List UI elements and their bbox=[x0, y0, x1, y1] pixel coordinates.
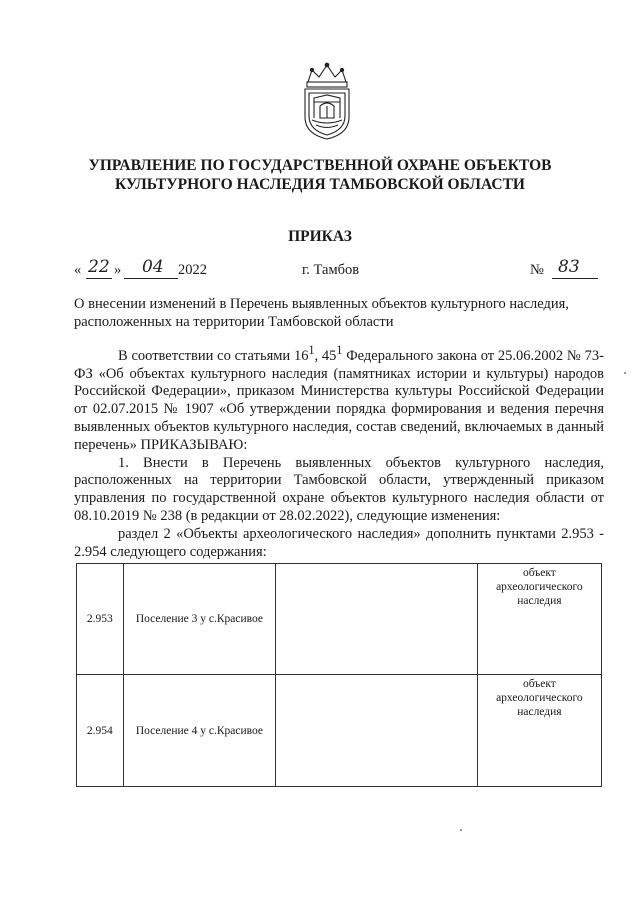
order-number: 83 bbox=[558, 257, 580, 277]
scan-speck bbox=[460, 829, 462, 831]
day-underline bbox=[86, 278, 112, 279]
object-address bbox=[276, 675, 478, 787]
superscript-2: 1 bbox=[336, 343, 343, 357]
scan-speck bbox=[624, 372, 626, 374]
agency-name-line2: КУЛЬТУРНОГО НАСЛЕДИЯ ТАМБОВСКОЙ ОБЛАСТИ bbox=[115, 176, 525, 193]
superscript-1: 1 bbox=[308, 343, 315, 357]
order-title: ПРИКАЗ bbox=[288, 228, 352, 245]
order-city: г. Тамбов bbox=[302, 262, 360, 278]
table-row bbox=[77, 564, 602, 675]
legal-basis-text-b: , 45 bbox=[314, 347, 337, 364]
object-address bbox=[276, 564, 478, 675]
object-category: объект археологического наследия bbox=[477, 675, 601, 787]
agency-name bbox=[60, 156, 580, 194]
subject-line2: расположенных на территории Тамбовской области bbox=[74, 313, 394, 330]
agency-name-line1: УПРАВЛЕНИЕ ПО ГОСУДАРСТВЕННОЙ ОХРАНЕ ОБЪЕКТОВ bbox=[88, 157, 552, 174]
object-name: Поселение 3 у с.Красивое bbox=[123, 564, 276, 675]
paragraph-section-2: раздел 2 «Объекты археологического наследия» дополнить пунктами 2.953 - 2.954 следующего содержания: bbox=[74, 525, 604, 560]
order-body bbox=[74, 342, 604, 561]
number-underline bbox=[552, 278, 598, 279]
open-quote: « bbox=[74, 262, 82, 278]
object-category: объект археологического наследия bbox=[477, 564, 601, 675]
table-row bbox=[77, 675, 602, 787]
number-label: № bbox=[530, 262, 544, 278]
paragraph-item-1: 1. Внести в Перечень выявленных объектов культурного наследия, расположенных на территории Тамбовской области, утвержденный приказом управления по государственной охране объектов культурного наследия области от 08.10.2019 № 238 (в редакции от 28.02.2022), следующие изменения: bbox=[74, 454, 604, 524]
coat-of-arms-icon bbox=[300, 62, 354, 140]
order-day: 22 bbox=[88, 257, 110, 277]
order-month: 04 bbox=[142, 257, 164, 277]
order-dateline bbox=[74, 257, 604, 284]
row-number: 2.954 bbox=[77, 675, 124, 787]
order-year: 2022 bbox=[178, 262, 207, 278]
month-underline bbox=[124, 278, 178, 279]
subject-line1: О внесении изменений в Перечень выявленных объектов культурного наследия, bbox=[74, 296, 569, 312]
objects-table bbox=[76, 563, 602, 787]
paragraph-legal-basis bbox=[74, 342, 604, 455]
row-number: 2.953 bbox=[77, 564, 124, 675]
close-quote: » bbox=[114, 262, 122, 278]
object-name: Поселение 4 у с.Красивое bbox=[123, 675, 276, 787]
legal-basis-text-a: В соответствии со статьями 16 bbox=[118, 347, 309, 364]
legal-basis-text-c: Федерального закона от 25.06.2002 № 73-ФЗ «Об объектах культурного наследия (памятниках истории и культуры) народов Российской Федерации», приказом Министерства культуры Российской Федерации от 02.07.2015 № 1907 «Об утверждении порядка формирования и ведения перечня выявленных объектов культурного наследия, состав сведений, включаемых в данный перечень» ПРИКАЗЫВАЮ: bbox=[74, 347, 604, 453]
order-subject bbox=[74, 296, 604, 331]
